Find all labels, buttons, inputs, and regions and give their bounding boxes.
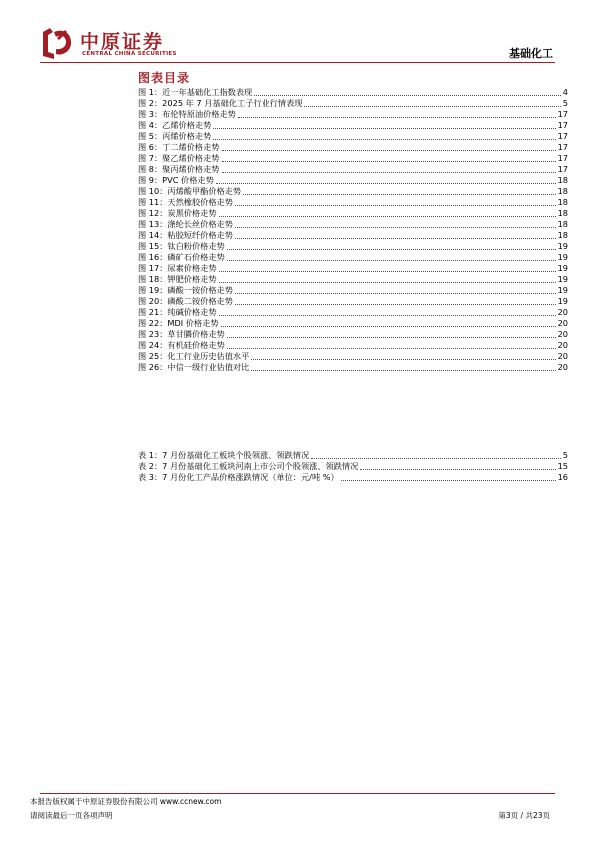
toc-entry-page: 17: [557, 142, 568, 152]
toc-figure-entry[interactable]: [138, 329, 568, 340]
page-header: [0, 0, 595, 70]
toc-figure-entry[interactable]: [138, 351, 568, 362]
toc-entry-label: 图 6：丁二烯价格走势: [138, 142, 220, 152]
toc-figure-entry[interactable]: [138, 362, 568, 373]
toc-entry-label: 图 17：尿素价格走势: [138, 263, 217, 273]
logo-en-text: CENTRAL CHINA SECURITIES: [82, 51, 177, 57]
toc-entry-page: 20: [557, 318, 568, 328]
toc-figure-entry[interactable]: [138, 197, 568, 208]
toc-entry-page: 17: [557, 153, 568, 163]
toc-figure-entry[interactable]: [138, 307, 568, 318]
toc-dot-leader: [222, 150, 556, 151]
toc-figure-entry[interactable]: [138, 164, 568, 175]
toc-figure-entry[interactable]: [138, 153, 568, 164]
toc-entry-label: 图 3：布伦特原油价格走势: [138, 109, 236, 119]
toc-entry-page: 20: [557, 340, 568, 350]
toc-entry-page: 17: [557, 131, 568, 141]
toc-entry-page: 19: [557, 241, 568, 251]
toc-dot-leader: [360, 469, 555, 470]
toc-figure-entry[interactable]: [138, 219, 568, 230]
toc-figure-entry[interactable]: [138, 175, 568, 186]
toc-dot-leader: [235, 304, 556, 305]
toc-dot-leader: [222, 161, 556, 162]
toc-figure-entry[interactable]: [138, 318, 568, 329]
toc-figure-entry[interactable]: [138, 186, 568, 197]
toc-title: 图表目录: [138, 71, 191, 85]
toc-dot-leader: [227, 337, 556, 338]
toc-entry-label: 图 14：粘胶短纤价格走势: [138, 230, 233, 240]
company-logo-icon: [40, 26, 74, 60]
toc-entry-page: 4: [562, 87, 568, 97]
toc-entry-page: 18: [557, 208, 568, 218]
toc-entry-label: 表 3：7 月份化工产品价格涨跌情况（单位：元/吨 %）: [138, 472, 339, 482]
toc-figure-entry[interactable]: [138, 263, 568, 274]
toc-dot-leader: [227, 260, 556, 261]
table-index-list: [138, 450, 568, 483]
toc-figure-entry[interactable]: [138, 285, 568, 296]
toc-table-entry[interactable]: [138, 472, 568, 483]
toc-entry-label: 图 22：MDI 价格走势: [138, 318, 219, 328]
toc-entry-page: 19: [557, 252, 568, 262]
toc-entry-label: 图 5：丙烯价格走势: [138, 131, 212, 141]
toc-dot-leader: [238, 117, 556, 118]
toc-dot-leader: [219, 216, 556, 217]
toc-entry-page: 20: [557, 351, 568, 361]
toc-dot-leader: [213, 128, 555, 129]
figure-index-list: [138, 87, 568, 373]
toc-entry-label: 图 26：中信一级行业估值对比: [138, 362, 250, 372]
toc-figure-entry[interactable]: [138, 120, 568, 131]
toc-entry-page: 17: [557, 164, 568, 174]
toc-table-entry[interactable]: [138, 450, 568, 461]
footer-disclaimer: 请阅读最后一页各项声明: [30, 811, 113, 820]
toc-entry-page: 16: [557, 472, 568, 482]
toc-entry-label: 图 18：钾肥价格走势: [138, 274, 217, 284]
toc-figure-entry[interactable]: [138, 241, 568, 252]
toc-entry-label: 图 15：钛白粉价格走势: [138, 241, 225, 251]
toc-entry-label: 表 2：7 月份基础化工板块河南上市公司个股领涨、领跌情况: [138, 461, 359, 471]
toc-dot-leader: [235, 293, 556, 294]
toc-entry-label: 图 9：PVC 价格走势: [138, 175, 214, 185]
toc-entry-label: 图 25：化工行业历史估值水平: [138, 351, 250, 361]
toc-entry-page: 19: [557, 296, 568, 306]
toc-table-entry[interactable]: [138, 461, 568, 472]
toc-entry-label: 图 16：磷矿石价格走势: [138, 252, 225, 262]
toc-dot-leader: [341, 480, 556, 481]
toc-figure-entry[interactable]: [138, 208, 568, 219]
toc-entry-page: 15: [557, 461, 568, 471]
logo-cn-text: 中原证券: [80, 31, 165, 53]
toc-entry-label: 图 19：磷酸一铵价格走势: [138, 285, 233, 295]
toc-figure-entry[interactable]: [138, 87, 568, 98]
toc-entry-label: 图 13：涤纶长丝价格走势: [138, 219, 233, 229]
toc-entry-label: 图 23：草甘膦价格走势: [138, 329, 225, 339]
toc-dot-leader: [251, 359, 555, 360]
toc-entry-page: 18: [557, 230, 568, 240]
toc-entry-label: 图 20：磷酸二铵价格走势: [138, 296, 233, 306]
toc-entry-label: 图 24：有机硅价格走势: [138, 340, 225, 350]
toc-dot-leader: [235, 205, 556, 206]
toc-entry-page: 5: [562, 98, 568, 108]
toc-entry-page: 17: [557, 120, 568, 130]
toc-entry-page: 20: [557, 362, 568, 372]
toc-entry-label: 图 10：丙烯酸甲酯价格走势: [138, 186, 242, 196]
toc-entry-page: 5: [562, 450, 568, 460]
toc-figure-entry[interactable]: [138, 274, 568, 285]
toc-entry-label: 图 2：2025 年 7 月基础化工子行业行情表现: [138, 98, 303, 108]
toc-dot-leader: [311, 458, 561, 459]
toc-figure-entry[interactable]: [138, 296, 568, 307]
toc-figure-entry[interactable]: [138, 230, 568, 241]
toc-dot-leader: [235, 227, 556, 228]
toc-entry-label: 图 11：天然橡胶价格走势: [138, 197, 233, 207]
toc-entry-page: 18: [557, 197, 568, 207]
toc-dot-leader: [216, 183, 556, 184]
toc-figure-entry[interactable]: [138, 142, 568, 153]
toc-figure-entry[interactable]: [138, 340, 568, 351]
toc-dot-leader: [219, 271, 556, 272]
toc-entry-page: 20: [557, 329, 568, 339]
toc-dot-leader: [227, 348, 556, 349]
toc-dot-leader: [227, 249, 556, 250]
toc-dot-leader: [219, 282, 556, 283]
toc-entry-label: 表 1：7 月份基础化工板块个股领涨、领跌情况: [138, 450, 310, 460]
toc-entry-page: 18: [557, 186, 568, 196]
footer-page-number: 第3页 / 共23页: [498, 811, 550, 820]
toc-dot-leader: [213, 139, 555, 140]
toc-dot-leader: [254, 95, 561, 96]
toc-entry-page: 20: [557, 307, 568, 317]
toc-figure-entry[interactable]: [138, 252, 568, 263]
toc-entry-page: 19: [557, 285, 568, 295]
toc-entry-page: 18: [557, 175, 568, 185]
toc-entry-page: 18: [557, 219, 568, 229]
toc-entry-page: 17: [557, 109, 568, 119]
toc-figure-entry[interactable]: [138, 109, 568, 120]
footer-copyright: 本报告版权属于中原证券股份有限公司 www.ccnew.com: [30, 797, 222, 806]
header-divider: [40, 62, 555, 63]
toc-entry-label: 图 8：聚丙烯价格走势: [138, 164, 220, 174]
toc-dot-leader: [221, 326, 556, 327]
toc-entry-page: 19: [557, 274, 568, 284]
toc-entry-label: 图 12：炭黑价格走势: [138, 208, 217, 218]
toc-entry-label: 图 4：乙烯价格走势: [138, 120, 212, 130]
sector-title: 基础化工: [509, 47, 553, 60]
toc-dot-leader: [243, 194, 555, 195]
toc-dot-leader: [235, 238, 556, 239]
footer-divider: [40, 793, 555, 794]
toc-entry-label: 图 21：纯碱价格走势: [138, 307, 217, 317]
toc-dot-leader: [304, 106, 560, 107]
toc-dot-leader: [251, 370, 555, 371]
toc-dot-leader: [222, 172, 556, 173]
toc-dot-leader: [219, 315, 556, 316]
toc-figure-entry[interactable]: [138, 98, 568, 109]
toc-entry-label: 图 7：聚乙烯价格走势: [138, 153, 220, 163]
toc-entry-page: 19: [557, 263, 568, 273]
toc-entry-label: 图 1：近一年基础化工指数表现: [138, 87, 253, 97]
toc-figure-entry[interactable]: [138, 131, 568, 142]
